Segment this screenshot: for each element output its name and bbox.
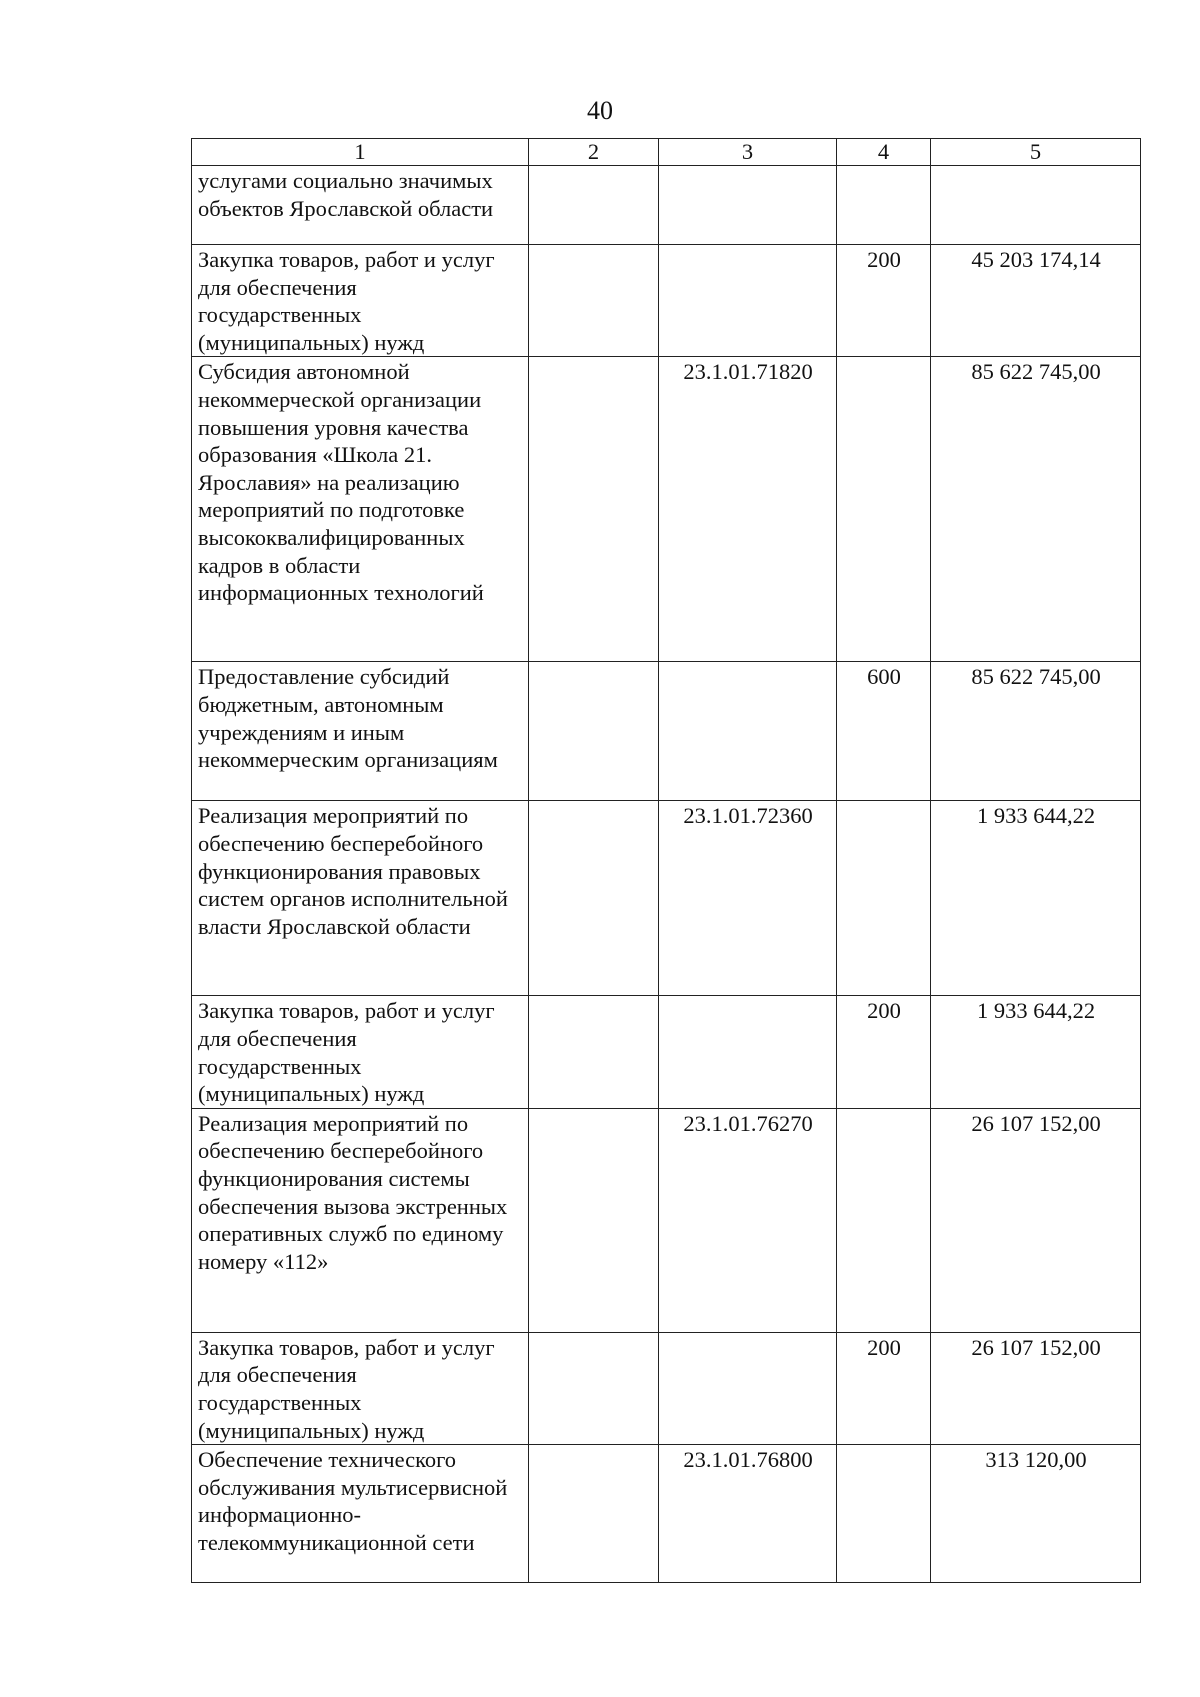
row-name-cell: Закупка товаров, работ и услуг для обеспечения государственных (муниципальных) нужд xyxy=(192,996,529,1108)
target-article-code-cell xyxy=(659,1332,837,1444)
row-name-cell: Предоставление субсидий бюджетным, автономным учреждениям и иным некоммерческим организациям xyxy=(192,662,529,801)
row-column-2-cell xyxy=(529,245,659,357)
expense-kind-cell xyxy=(837,357,931,662)
column-number-2: 2 xyxy=(529,139,659,166)
row-column-2-cell xyxy=(529,357,659,662)
target-article-code-cell xyxy=(659,662,837,801)
expense-kind-cell xyxy=(837,166,931,245)
expense-kind-cell: 600 xyxy=(837,662,931,801)
target-article-code-cell xyxy=(659,166,837,245)
row-column-2-cell xyxy=(529,996,659,1108)
expense-kind-cell: 200 xyxy=(837,996,931,1108)
table-row xyxy=(192,245,1141,357)
column-number-5: 5 xyxy=(931,139,1141,166)
amount-cell xyxy=(931,166,1141,245)
amount-cell: 1 933 644,22 xyxy=(931,801,1141,996)
row-name-cell: Обеспечение технического обслуживания мультисервисной информационно-телекоммуникационной сети xyxy=(192,1445,529,1583)
amount-cell: 85 622 745,00 xyxy=(931,357,1141,662)
page-number: 40 xyxy=(587,96,613,125)
row-column-2-cell xyxy=(529,801,659,996)
expense-kind-cell: 200 xyxy=(837,1332,931,1444)
table-header-row xyxy=(192,139,1141,166)
table-row xyxy=(192,996,1141,1108)
target-article-code-cell: 23.1.01.76800 xyxy=(659,1445,837,1583)
column-number-4: 4 xyxy=(837,139,931,166)
row-column-2-cell xyxy=(529,166,659,245)
row-name-cell: услугами социально значимых объектов Ярославской области xyxy=(192,166,529,245)
column-number-3: 3 xyxy=(659,139,837,166)
amount-cell: 1 933 644,22 xyxy=(931,996,1141,1108)
row-column-2-cell xyxy=(529,1445,659,1583)
target-article-code-cell: 23.1.01.72360 xyxy=(659,801,837,996)
amount-cell: 26 107 152,00 xyxy=(931,1108,1141,1332)
amount-cell: 313 120,00 xyxy=(931,1445,1141,1583)
amount-cell: 45 203 174,14 xyxy=(931,245,1141,357)
row-column-2-cell xyxy=(529,1108,659,1332)
table-row xyxy=(192,662,1141,801)
row-name-cell: Закупка товаров, работ и услуг для обеспечения государственных (муниципальных) нужд xyxy=(192,245,529,357)
target-article-code-cell: 23.1.01.71820 xyxy=(659,357,837,662)
expense-kind-cell xyxy=(837,1108,931,1332)
table-row xyxy=(192,1332,1141,1444)
row-name-cell: Субсидия автономной некоммерческой организации повышения уровня качества образования «Школа 21. Ярославия» на реализацию мероприятий по подготовке высококвалифицированных кадров в области информационных технологий xyxy=(192,357,529,662)
amount-cell: 26 107 152,00 xyxy=(931,1332,1141,1444)
expense-kind-cell xyxy=(837,1445,931,1583)
row-name-cell: Реализация мероприятий по обеспечению бесперебойного функционирования системы обеспечения вызова экстренных оперативных служб по единому номеру «112» xyxy=(192,1108,529,1332)
target-article-code-cell xyxy=(659,996,837,1108)
table-row xyxy=(192,1108,1141,1332)
row-name-cell: Закупка товаров, работ и услуг для обеспечения государственных (муниципальных) нужд xyxy=(192,1332,529,1444)
table-row xyxy=(192,357,1141,662)
column-number-1: 1 xyxy=(192,139,529,166)
row-name-cell: Реализация мероприятий по обеспечению бесперебойного функционирования правовых систем органов исполнительной власти Ярославской области xyxy=(192,801,529,996)
table-row xyxy=(192,1445,1141,1583)
target-article-code-cell: 23.1.01.76270 xyxy=(659,1108,837,1332)
amount-cell: 85 622 745,00 xyxy=(931,662,1141,801)
expense-kind-cell: 200 xyxy=(837,245,931,357)
table-row xyxy=(192,801,1141,996)
target-article-code-cell xyxy=(659,245,837,357)
row-column-2-cell xyxy=(529,662,659,801)
table-row xyxy=(192,166,1141,245)
row-column-2-cell xyxy=(529,1332,659,1444)
budget-table xyxy=(191,138,1141,1583)
expense-kind-cell xyxy=(837,801,931,996)
